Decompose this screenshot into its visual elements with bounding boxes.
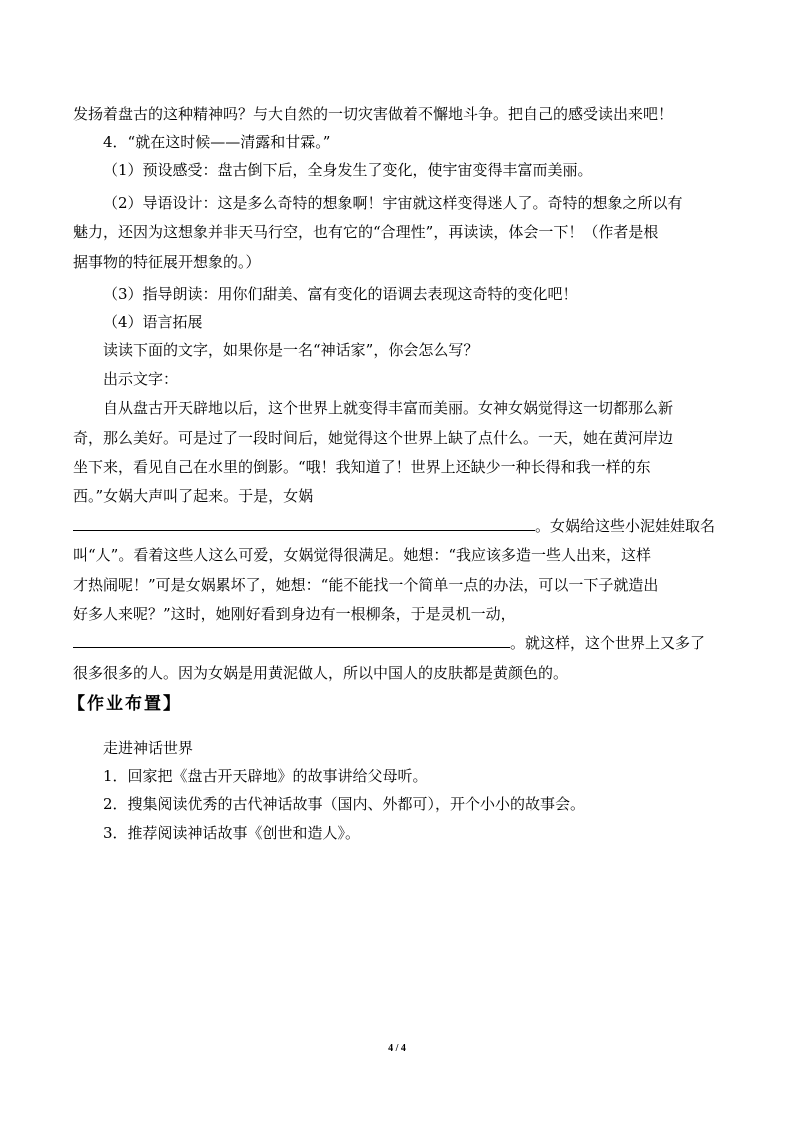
story-line: 叫“人”。看着这些人这么可爱，女娲觉得很满足。她想：“我应该多造一些人出来，这样 bbox=[73, 546, 652, 564]
homework-item: 2．搜集阅读优秀的古代神话故事（国内、外都可），开个小小的故事会。 bbox=[103, 795, 586, 813]
story-line: 奇，那么美好。可是过了一段时间后，她觉得这个世界上缺了点什么。一天，她在黄河岸边 bbox=[73, 429, 674, 447]
homework-item: 1．回家把《盘古开天辟地》的故事讲给父母听。 bbox=[103, 767, 428, 785]
paragraph-line: （4）语言拓展 bbox=[103, 313, 203, 331]
paragraph-line: 发扬着盘古的这种精神吗？与大自然的一切灾害做着不懈地斗争。把自己的感受读出来吧！ bbox=[73, 105, 674, 123]
paragraph-line: 据事物的特征展开想象的。） bbox=[73, 253, 261, 271]
story-line: 自从盘古开天辟地以后，这个世界上就变得丰富而美丽。女神女娲觉得这一切都那么新 bbox=[103, 399, 674, 417]
paragraph-line: （2）导语设计：这是多么奇特的想象啊！宇宙就这样变得迷人了。奇特的想象之所以有 bbox=[103, 194, 683, 212]
fill-in-line-2 bbox=[73, 633, 705, 653]
story-line: 西。”女娲大声叫了起来。于是，女娲 bbox=[73, 487, 314, 505]
story-line: 很多很多的人。因为女娲是用黄泥做人，所以中国人的皮肤都是黄颜色的。 bbox=[73, 664, 569, 682]
page-number: 4 / 4 bbox=[388, 1043, 406, 1054]
section-4-title: 4．“就在这时候——清露和甘霖。” bbox=[103, 133, 331, 151]
fill-in-blank[interactable] bbox=[73, 516, 535, 531]
story-line-end: 。就这样，这个世界上又多了 bbox=[510, 634, 706, 652]
paragraph-line: 出示文字： bbox=[103, 370, 179, 388]
fill-in-blank[interactable] bbox=[73, 633, 510, 648]
story-line: 才热闹呢！”可是女娲累坏了，她想：“能不能找一个简单一点的办法，可以一下子就造出 bbox=[73, 576, 659, 594]
story-line-end: 。女娲给这些小泥娃娃取名 bbox=[535, 517, 716, 535]
story-line: 好多人来呢？”这时，她刚好看到身边有一根柳条，于是灵机一动， bbox=[73, 605, 516, 623]
story-line: 坐下来，看见自己在水里的倒影。“哦！我知道了！世界上还缺少一种长得和我一样的东 bbox=[73, 458, 651, 476]
paragraph-line: （1）预设感受：盘古倒下后，全身发生了变化，使宇宙变得丰富而美丽。 bbox=[103, 161, 593, 179]
paragraph-line: （3）指导朗读：用你们甜美、富有变化的语调去表现这奇特的变化吧！ bbox=[103, 285, 578, 303]
fill-in-line-1 bbox=[73, 516, 715, 536]
homework-item: 3．推荐阅读神话故事《创世和造人》。 bbox=[103, 824, 361, 842]
homework-title: 走进神话世界 bbox=[103, 739, 194, 757]
paragraph-line: 读读下面的文字，如果你是一名“神话家”，你会怎么写？ bbox=[103, 341, 479, 359]
paragraph-line: 魅力，还因为这想象并非天马行空，也有它的“合理性”，再读读，体会一下！（作者是根 bbox=[73, 223, 659, 241]
homework-heading: 【作业布置】 bbox=[68, 694, 182, 714]
